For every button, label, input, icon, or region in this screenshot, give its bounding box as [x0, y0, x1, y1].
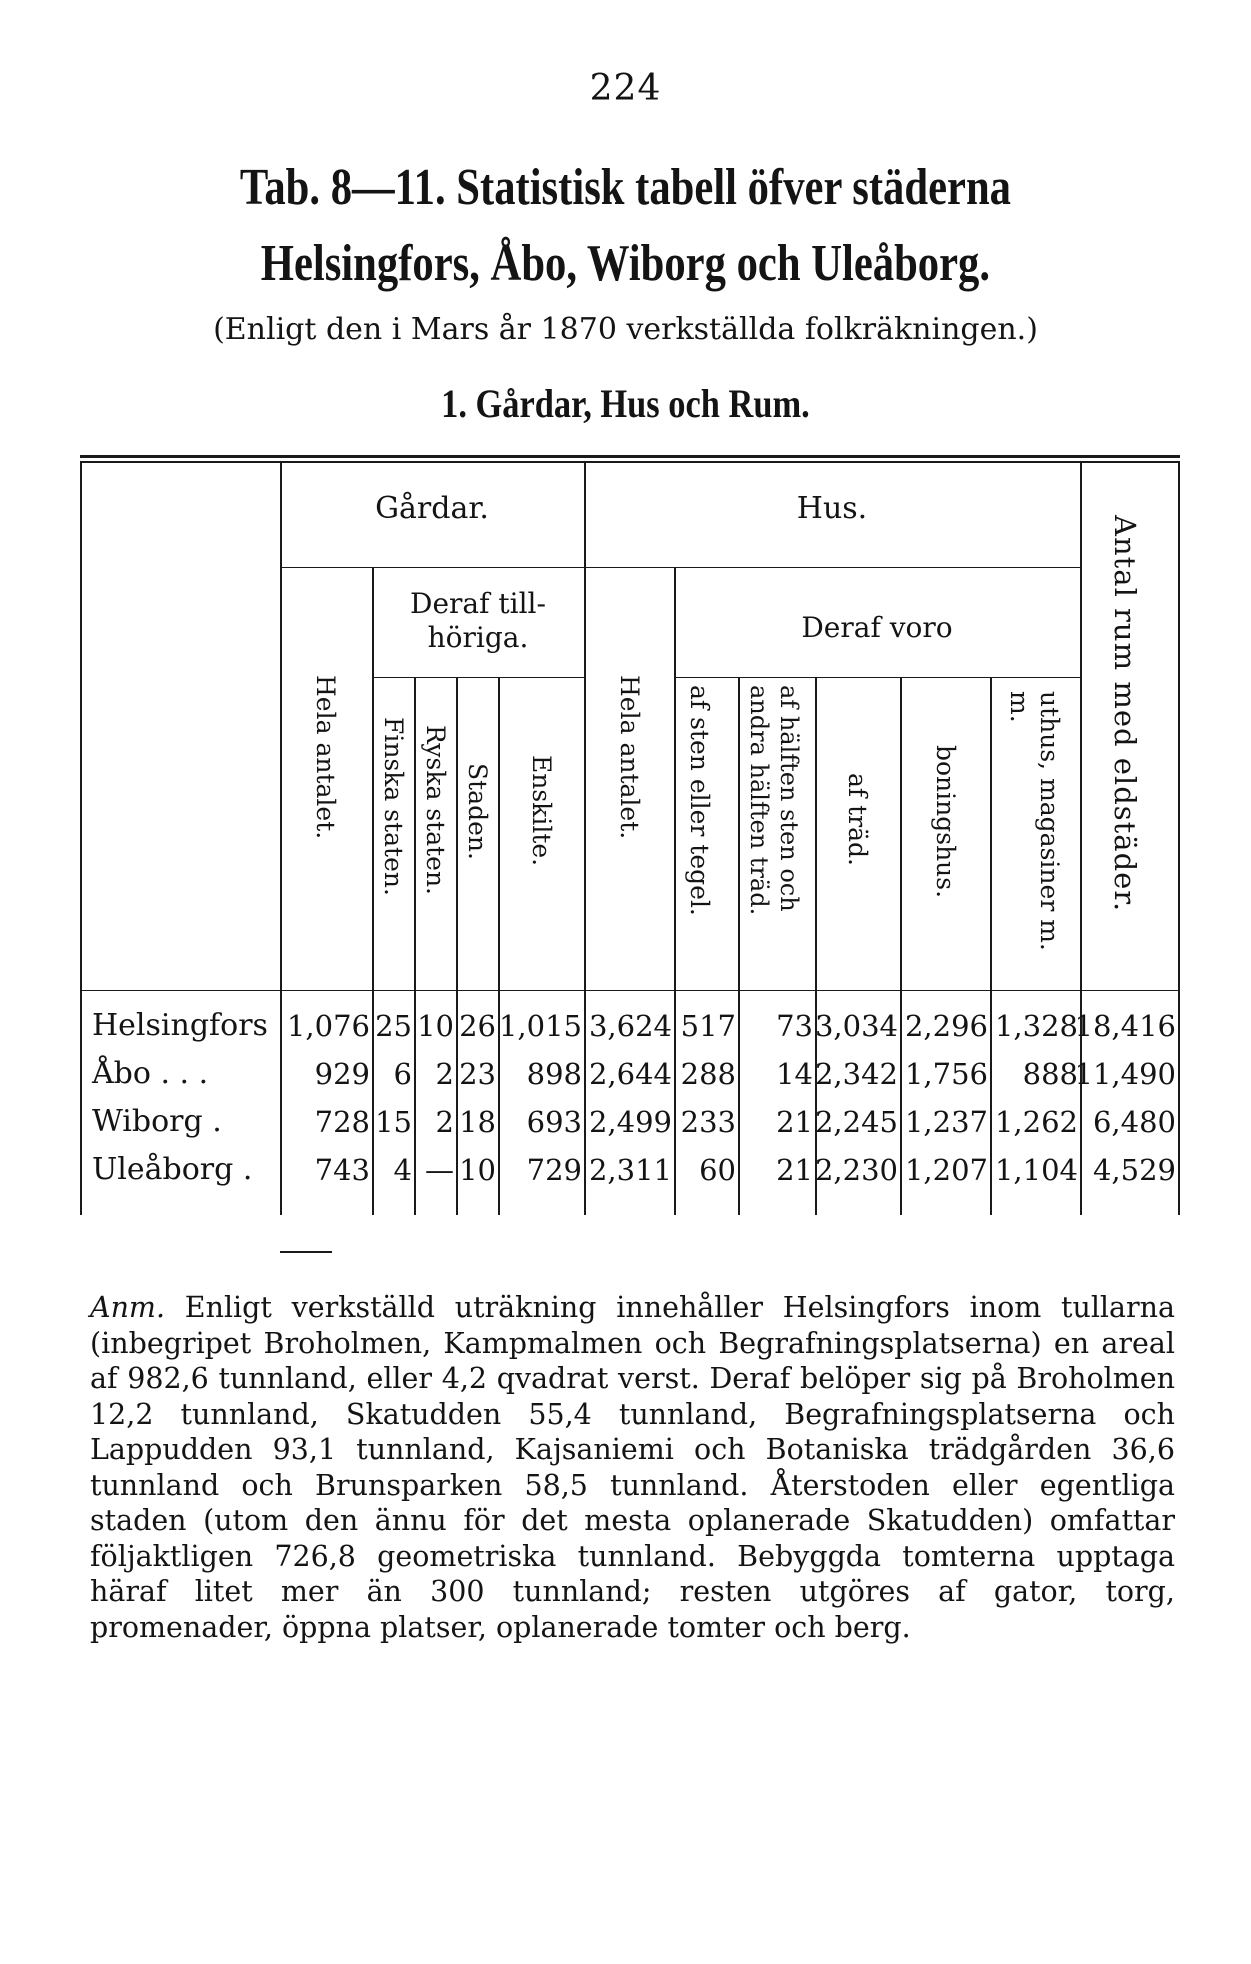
table-cell: 1,262 [994, 1105, 1078, 1139]
table-cell: 10 [417, 1009, 454, 1043]
table-cell: 1,756 [904, 1057, 988, 1091]
title-line-1: Tab. 8—11. Statistisk tabell öfver städerna [239, 159, 1011, 216]
column-header: Enskilte. [527, 755, 556, 867]
table-cell: 60 [699, 1153, 736, 1187]
table-cell: 2,311 [588, 1153, 672, 1187]
table-cell: 2,499 [588, 1105, 672, 1139]
row-label: Helsingfors [92, 1008, 268, 1043]
column-header: af sten eller tegel. [685, 685, 714, 916]
column-header: af hälften sten och andra hälften träd. [745, 685, 803, 916]
group-header-gardar: Gårdar. [375, 491, 489, 526]
table-right-rule [1178, 461, 1180, 1215]
column-header: uthus, magasiner m. m. [1005, 691, 1064, 951]
table-cell: 6,480 [1092, 1105, 1176, 1139]
table-cell: — [425, 1153, 454, 1187]
table-cell: 693 [526, 1105, 582, 1139]
subtitle: (Enligt den i Mars år 1870 verkställda folkräkningen.) [213, 312, 1038, 347]
table-cell: 11,490 [1074, 1057, 1176, 1091]
column-header: Staden. [463, 763, 492, 860]
table-cell: 21 [776, 1153, 813, 1187]
column-rule [584, 461, 586, 1215]
table-cell: 898 [526, 1057, 582, 1091]
subgroup-header-hus-deraf: Deraf voro [801, 611, 953, 644]
row-label: Åbo . . . [92, 1056, 209, 1091]
table-cell: 4,529 [1092, 1153, 1176, 1187]
table-cell: 3,034 [814, 1009, 898, 1043]
header-bottom-rule [80, 990, 1180, 991]
table-left-rule [80, 461, 82, 1215]
table-cell: 1,237 [904, 1105, 988, 1139]
table-cell: 743 [314, 1153, 370, 1187]
table-cell: 929 [314, 1057, 370, 1091]
column-rule [280, 461, 282, 1215]
group-header-rule [280, 567, 1080, 568]
table-cell: 1,076 [286, 1009, 370, 1043]
footnote-rule [280, 1251, 332, 1253]
column-rule [900, 677, 902, 1215]
table-cell: 21 [776, 1105, 813, 1139]
table-cell: 1,328 [994, 1009, 1078, 1043]
table-cell: 2 [435, 1057, 454, 1091]
column-rule [498, 677, 500, 1215]
table-cell: 1,015 [498, 1009, 582, 1043]
group-header-hus: Hus. [796, 491, 868, 526]
table-top-rule [80, 455, 1180, 458]
column-header: Hela antalet. [311, 675, 340, 840]
table-cell: 1,207 [904, 1153, 988, 1187]
table-cell: 1,104 [994, 1153, 1078, 1187]
column-rule [1080, 461, 1082, 1215]
table-top-rule-inner [80, 461, 1180, 463]
table-cell: 14 [776, 1057, 813, 1091]
table-cell: 26 [459, 1009, 496, 1043]
table-cell: 2,342 [814, 1057, 898, 1091]
column-rule [674, 567, 676, 1215]
hus-subgroup-rule [674, 677, 1080, 678]
section-title: 1. Gårdar, Hus och Rum. [441, 381, 810, 426]
column-rule [414, 677, 416, 1215]
table-cell: 729 [526, 1153, 582, 1187]
table-cell: 18,416 [1074, 1009, 1176, 1043]
row-label: Wiborg . [92, 1104, 222, 1139]
table-cell: 2 [435, 1105, 454, 1139]
group-header-rum: Antal rum med eldstäder. [1108, 515, 1142, 913]
table-cell: 23 [459, 1057, 496, 1091]
footnote-label: Anm. [90, 1291, 166, 1324]
table-cell: 10 [459, 1153, 496, 1187]
statistics-table [80, 455, 1180, 1215]
table-cell: 6 [393, 1057, 412, 1091]
table-cell: 517 [680, 1009, 736, 1043]
table-cell: 18 [459, 1105, 496, 1139]
column-header: Ryska staten. [421, 725, 450, 896]
table-cell: 2,245 [814, 1105, 898, 1139]
table-cell: 888 [1022, 1057, 1078, 1091]
row-label: Uleåborg . [92, 1152, 253, 1187]
table-cell: 233 [680, 1105, 736, 1139]
column-header: boningshus. [931, 745, 960, 899]
table-cell: 3,624 [588, 1009, 672, 1043]
table-cell: 4 [393, 1153, 412, 1187]
table-cell: 728 [314, 1105, 370, 1139]
table-cell: 15 [375, 1105, 412, 1139]
table-cell: 288 [680, 1057, 736, 1091]
subgroup-header-gardar-deraf: Deraf till-höriga. [410, 587, 546, 654]
footnote [90, 1290, 1175, 1645]
gardar-subgroup-rule [372, 677, 584, 678]
column-header: Hela antalet. [615, 675, 644, 840]
column-rule [990, 677, 992, 1215]
column-rule [456, 677, 458, 1215]
column-rule [738, 677, 740, 1215]
footnote-text: Enligt verkställd uträkning innehåller Helsingfors inom tullarna (inbegripet Broholmen, Kampmalmen och Begrafningsplatserna) en areal af 982,6 tunnland, eller 4,2 qvadrat verst. Deraf belöper sig på Broholmen 12,2 tunnland, Skatudden 55,4 tunnland, Begrafningsplatserna och Lappudden 93,1 tunnland, Kajsaniemi och Botaniska trädgården 36,6 tunnland och Brunsparken 58,5 tunnland. Återstoden eller egentliga staden (utom den ännu för det mesta oplanerade Skatudden) omfattar följaktligen 726,8 geometriska tunnland. Bebyggda tomterna upptaga häraf litet mer än 300 tunnland; resten utgöres af gator, torg, promenader, öppna platser, oplanerade tomter och berg. [90, 1291, 1176, 1644]
table-cell: 2,644 [588, 1057, 672, 1091]
page-number: 224 [589, 68, 662, 109]
column-rule [372, 567, 374, 1215]
table-cell: 2,230 [814, 1153, 898, 1187]
column-header: af träd. [843, 773, 872, 866]
column-header: Finska staten. [379, 717, 408, 896]
title-line-2: Helsingfors, Åbo, Wiborg och Uleåborg. [260, 235, 991, 292]
table-cell: 25 [375, 1009, 412, 1043]
table-cell: 2,296 [904, 1009, 988, 1043]
table-cell: 73 [776, 1009, 813, 1043]
